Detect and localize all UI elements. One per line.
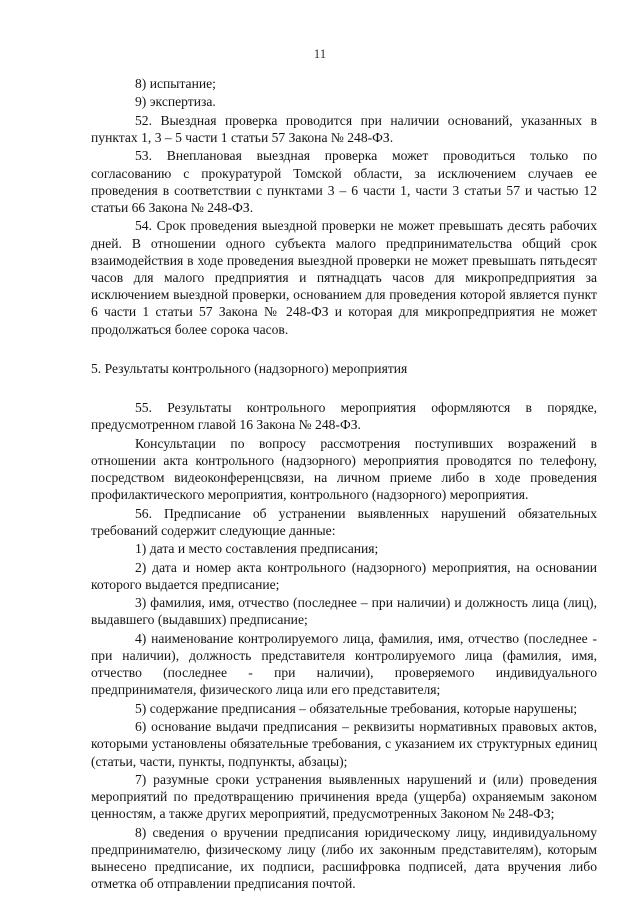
list-item-8-testing: 8) испытание; [135,76,216,91]
order-item-4: 4) наименование контролируемого лица, фамилия, имя, отчество (последнее - при наличии), должность представителя контролируемого лица (фамилия, имя, отчество (последнее - при наличии), проверяемого индивидуального предпринимателя, физического лица или его представителя; [91,630,597,698]
order-item-7: 7) разумные сроки устранения выявленных нарушений и (или) проведения мероприятий по предотвращению причинения вреда (ущерба) охраняемым законом ценностям, а также других мероприятий, предусмотренных Законом № 248-ФЗ; [91,771,597,822]
clause-54: 54. Срок проведения выездной проверки не может превышать десять рабочих дней. В отношении одного субъекта малого предпринимательства общий срок взаимодействия в ходе проведения выездной проверки не может превышать пятьдесят часов для малого предприятия и пятнадцать часов для микропредприятия за исключением выездной проверки, основанием для проведения которой является пункт 6 части 1 статьи 57 Закона № 248-ФЗ и которая для микропредприятия не может продолжаться более сорока часов. [91,218,597,337]
list-item-9-expertise: 9) экспертиза. [135,94,216,110]
clause-55: 55. Результаты контрольного мероприятия оформляются в порядке, предусмотренном главой 16 Закона № 248-ФЗ. [91,400,597,433]
section-heading-5: 5. Результаты контрольного (надзорного) мероприятия [91,360,408,376]
clause-52: 52. Выездная проверка проводится при наличии оснований, указанных в пунктах 1, 3 – 5 части 1 статьи 57 Закона № 248-ФЗ. [91,112,597,145]
order-item-5: 5) содержание предписания – обязательные требования, которые нарушены; [135,700,578,716]
order-item-6: 6) основание выдачи предписания – реквизиты нормативных правовых актов, которыми установлены обязательные требования, с указанием их структурных единиц (статьи, части, пункты, подпункты, абзацы); [91,719,597,769]
document-body [91,75,597,894]
page-number: 11 [313,46,327,61]
clause-56: 56. Предписание об устранении выявленных нарушений обязательных требований содержит следующие данные: [91,505,597,538]
order-item-2: 2) дата и номер акта контрольного (надзорного) мероприятия, на основании которого выдается предписание; [91,559,597,592]
clause-53: 53. Внеплановая выездная проверка может проводиться только по согласованию с прокуратурой Томской области, за исключением случаев ее проведения в соответствии с пунктами 3 – 6 части 1, части 3 статьи 57 и частью 12 статьи 66 Закона № 248-ФЗ. [91,148,597,215]
order-item-3: 3) фамилия, имя, отчество (последнее – при наличии) и должность лица (лиц), выдавшего (выдавших) предписание; [91,595,597,628]
order-item-8: 8) сведения о вручении предписания юридическому лицу, индивидуальному предпринимателю, физическому лицу (либо их законным представителям), которым вынесено предписание, их подписи, расшифровка подписей, дата вручения либо отметка об отправлении предписания почтой. [91,824,597,892]
order-item-1: 1) дата и место составления предписания; [135,541,379,557]
consultations-paragraph: Консультации по вопросу рассмотрения поступивших возражений в отношении акта контрольного (надзорного) мероприятия проводятся по телефону, посредством видеоконференцсвязи, на личном приеме либо в ходе проведения профилактического мероприятия, контрольного (надзорного) мероприятия. [91,435,597,503]
